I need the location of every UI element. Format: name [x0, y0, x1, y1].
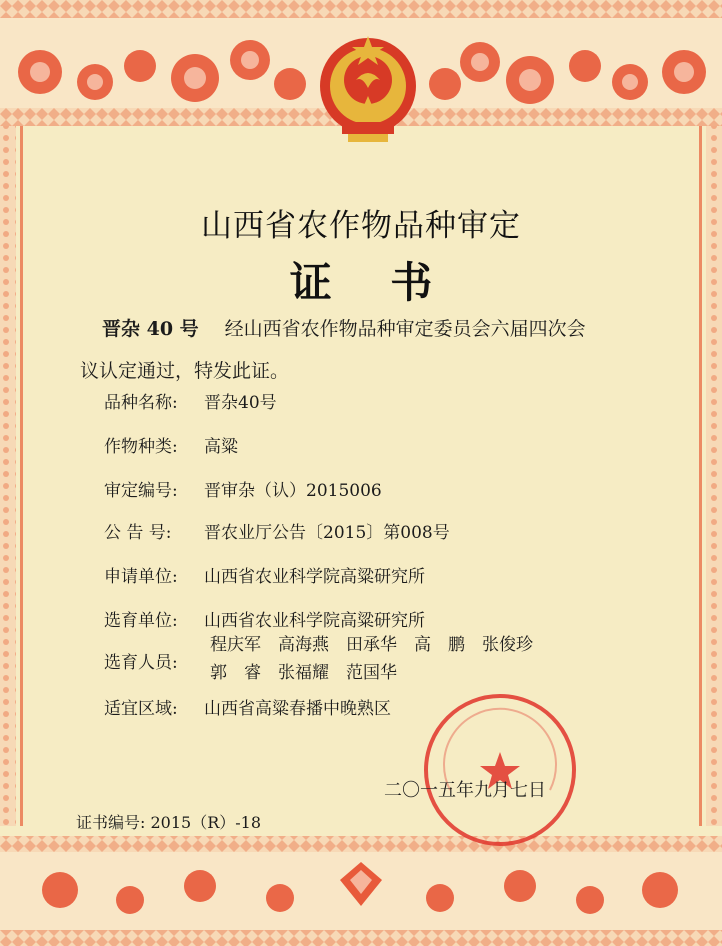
field-announcement-number: [104, 518, 604, 543]
official-seal-icon: [420, 690, 580, 850]
field-breeding-unit: [104, 606, 604, 631]
breeder-names: [210, 631, 630, 687]
field-value: 晋审杂（认）2015006: [204, 481, 382, 501]
emblem-icon: [318, 30, 418, 148]
field-value: 山西省高粱春播中晚熟区: [204, 699, 391, 719]
field-label: 适宜区域:: [104, 699, 178, 719]
field-variety-name: [104, 388, 604, 413]
field-label: 选育人员:: [104, 653, 178, 673]
field-crop-type: [104, 432, 604, 457]
certificate-number: 证书编号: 2015（R）-18: [76, 813, 262, 832]
field-value: 高粱: [204, 437, 238, 457]
field-label: 作物种类:: [104, 437, 178, 457]
field-label: 申请单位:: [104, 567, 178, 587]
field-label: 选育单位:: [104, 611, 178, 631]
field-value: 晋杂40号: [204, 393, 277, 413]
breeder-line-2: 郭 睿 张福耀 范国华: [210, 663, 397, 683]
intro-paragraph: [80, 308, 650, 392]
intro-text-1: 经山西省农作物品种审定委员会六届四次会: [224, 318, 586, 340]
field-value: 晋农业厅公告〔2015〕第008号: [204, 523, 450, 543]
issue-date: 二〇一五年九月七日: [384, 780, 546, 801]
certificate-title: 山西省农作物品种审定: [201, 208, 521, 244]
field-label: 品种名称:: [104, 393, 178, 413]
field-value: 山西省农业科学院高粱研究所: [204, 611, 425, 631]
field-approval-number: [104, 476, 604, 501]
field-label: 公 告 号:: [104, 523, 172, 543]
intro-text-2: 议认定通过，特发此证。: [80, 360, 290, 382]
field-label: 审定编号:: [104, 481, 178, 501]
field-applicant: [104, 562, 604, 587]
breeder-line-1: 程庆军 高海燕 田承华 高 鹏 张俊珍: [210, 635, 533, 655]
intro-variety: 晋杂 40 号: [102, 318, 199, 340]
certificate-subtitle: 证 书: [289, 258, 455, 307]
field-value: 山西省农业科学院高粱研究所: [204, 567, 425, 587]
